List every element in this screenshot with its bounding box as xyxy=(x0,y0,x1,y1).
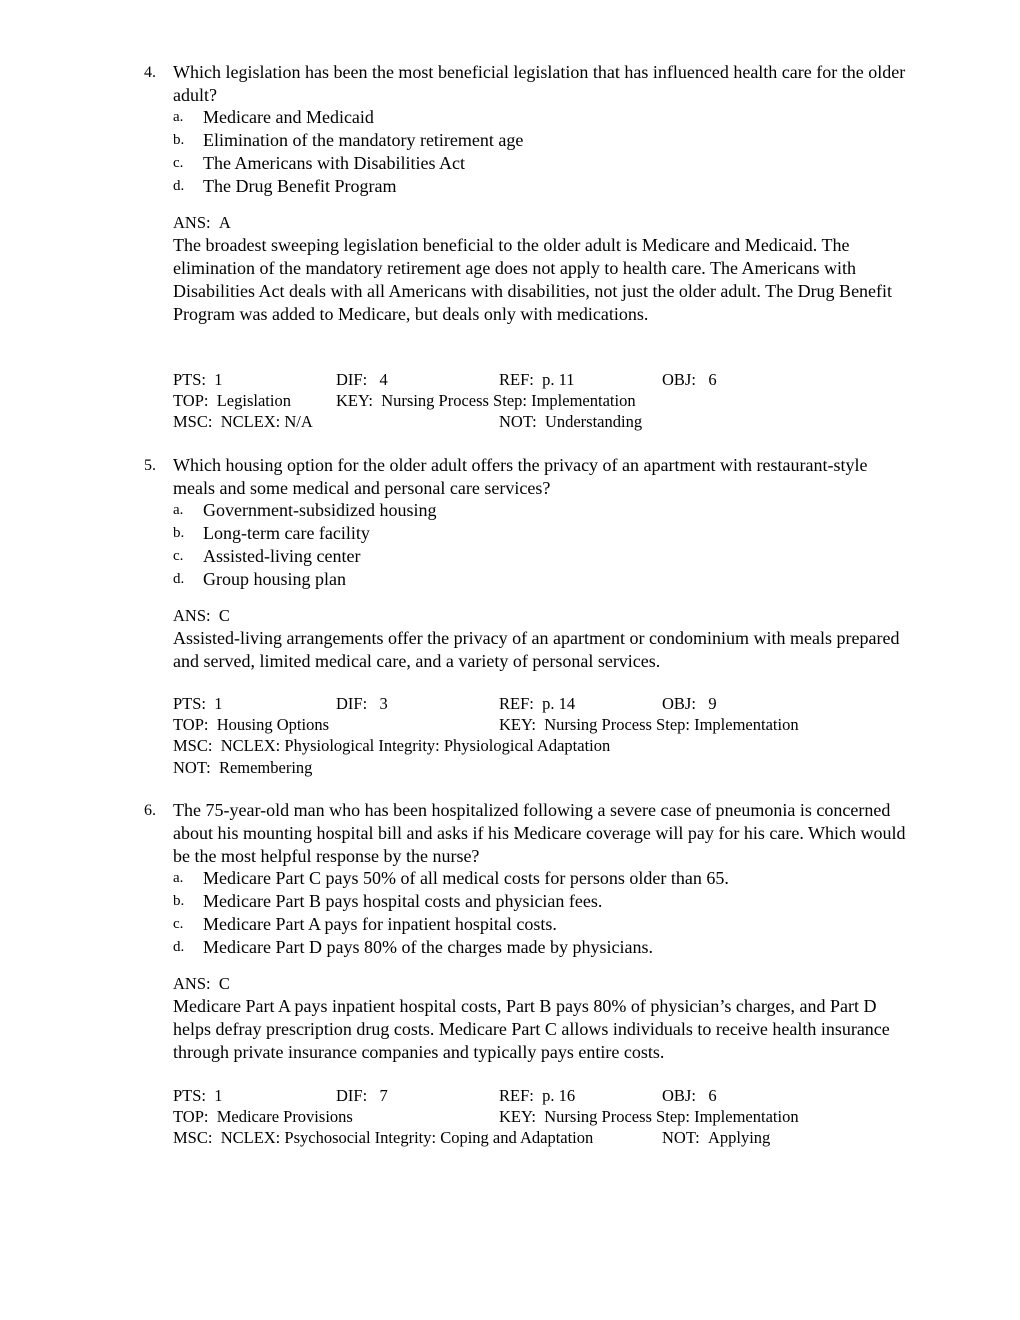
key-field xyxy=(336,390,636,411)
option-letter: a. xyxy=(173,870,184,886)
option-text: Government-subsidized housing xyxy=(203,500,437,520)
option-letter: a. xyxy=(173,109,184,125)
ref-field xyxy=(499,369,575,390)
meta-row-2 xyxy=(173,390,933,411)
option-letter: d. xyxy=(173,939,185,955)
option-d xyxy=(173,936,908,959)
answer-line xyxy=(173,606,230,626)
top-value: Medicare Provisions xyxy=(216,1107,353,1126)
ref-value: p. 14 xyxy=(542,694,576,713)
option-letter: c. xyxy=(173,155,184,171)
pts-value: 1 xyxy=(214,694,223,713)
msc-value: NCLEX: Psychosocial Integrity: Coping and Adaptation xyxy=(220,1128,594,1147)
not-label: NOT: xyxy=(662,1128,700,1147)
ref-field xyxy=(499,1085,575,1106)
option-d xyxy=(173,568,908,591)
key-field xyxy=(499,1106,799,1127)
top-field xyxy=(173,390,291,411)
meta-row-1 xyxy=(173,369,933,390)
top-value: Housing Options xyxy=(216,715,330,734)
obj-value: 6 xyxy=(708,1086,717,1105)
not-value: Understanding xyxy=(544,412,643,431)
option-a xyxy=(173,499,908,522)
not-field xyxy=(499,411,642,432)
obj-label: OBJ: xyxy=(662,1086,696,1105)
question-stem: Which legislation has been the most beneficial legislation that has influenced health care for the older adult? xyxy=(173,62,906,105)
option-text: Medicare Part D pays 80% of the charges made by physicians. xyxy=(203,937,654,957)
dif-label: DIF: xyxy=(336,694,368,713)
not-label: NOT: xyxy=(499,412,537,431)
option-c xyxy=(173,152,908,175)
obj-field xyxy=(662,369,717,390)
dif-label: DIF: xyxy=(336,1086,368,1105)
question-number: 5. xyxy=(144,457,156,474)
msc-label: MSC: xyxy=(173,736,213,755)
option-letter: c. xyxy=(173,916,184,932)
pts-value: 1 xyxy=(214,1086,223,1105)
dif-value: 4 xyxy=(379,370,388,389)
option-text: The Americans with Disabilities Act xyxy=(203,153,465,173)
pts-label: PTS: xyxy=(173,370,207,389)
meta-row-3 xyxy=(173,735,933,756)
pts-value: 1 xyxy=(214,370,223,389)
ref-label: REF: xyxy=(499,694,534,713)
option-c xyxy=(173,545,908,568)
key-value: Nursing Process Step: Implementation xyxy=(544,1107,799,1126)
key-value: Nursing Process Step: Implementation xyxy=(544,715,799,734)
question-stem: The 75-year-old man who has been hospitalized following a severe case of pneumonia is concerned about his mounting hospital bill and asks if his Medicare coverage will pay for his care. Which would be the most helpful response by the nurse? xyxy=(173,800,906,866)
answer-line xyxy=(173,974,230,994)
not-value: Applying xyxy=(707,1128,771,1147)
pts-field xyxy=(173,369,223,390)
msc-label: MSC: xyxy=(173,1128,213,1147)
answer-label: ANS: xyxy=(173,606,211,625)
pts-field xyxy=(173,1085,223,1106)
meta-row-3 xyxy=(173,411,933,432)
option-text: Medicare Part C pays 50% of all medical costs for persons older than 65. xyxy=(203,868,729,888)
key-label: KEY: xyxy=(336,391,373,410)
msc-field xyxy=(173,735,610,756)
ref-label: REF: xyxy=(499,370,534,389)
option-text: Group housing plan xyxy=(203,569,346,589)
top-label: TOP: xyxy=(173,391,209,410)
option-c xyxy=(173,913,908,936)
meta-row-1 xyxy=(173,1085,933,1106)
ref-label: REF: xyxy=(499,1086,534,1105)
option-text: Medicare Part B pays hospital costs and physician fees. xyxy=(203,891,603,911)
dif-field xyxy=(336,369,388,390)
obj-field xyxy=(662,693,717,714)
meta-row-3 xyxy=(173,1127,933,1148)
dif-field xyxy=(336,1085,388,1106)
key-label: KEY: xyxy=(499,715,536,734)
meta-row-1 xyxy=(173,693,933,714)
option-text: Assisted-living center xyxy=(203,546,361,566)
rationale: Assisted-living arrangements offer the privacy of an apartment or condominium with meals prepared and served, limited medical care, and a variety of personal services. xyxy=(173,628,900,671)
key-field xyxy=(499,714,799,735)
option-b xyxy=(173,522,908,545)
ref-value: p. 16 xyxy=(542,1086,576,1105)
not-field xyxy=(662,1127,770,1148)
question-stem: Which housing option for the older adult offers the privacy of an apartment with restaurant-style meals and some medical and personal care services? xyxy=(173,455,868,498)
top-label: TOP: xyxy=(173,1107,209,1126)
option-letter: b. xyxy=(173,525,185,541)
not-field xyxy=(173,757,312,778)
option-text: Elimination of the mandatory retirement age xyxy=(203,130,524,150)
option-text: Medicare Part A pays for inpatient hospital costs. xyxy=(203,914,557,934)
msc-label: MSC: xyxy=(173,412,213,431)
option-a xyxy=(173,106,908,129)
answer-value: C xyxy=(218,606,230,625)
meta-row-4 xyxy=(173,757,933,778)
option-a xyxy=(173,867,908,890)
option-b xyxy=(173,129,908,152)
obj-label: OBJ: xyxy=(662,370,696,389)
msc-field xyxy=(173,411,313,432)
key-value: Nursing Process Step: Implementation xyxy=(381,391,636,410)
meta-row-2 xyxy=(173,1106,933,1127)
obj-field xyxy=(662,1085,717,1106)
rationale: The broadest sweeping legislation beneficial to the older adult is Medicare and Medicaid. The elimination of the mandatory retirement age does not apply to health care. The Americans with Disabilities Act deals with all Americans with disabilities, not just the older adult. The Drug Benefit Program was added to Medicare, but deals only with medications. xyxy=(173,235,893,324)
answer-value: A xyxy=(218,213,231,232)
ref-value: p. 11 xyxy=(542,370,575,389)
not-label: NOT: xyxy=(173,758,211,777)
option-letter: d. xyxy=(173,571,185,587)
obj-value: 9 xyxy=(708,694,717,713)
not-value: Remembering xyxy=(218,758,313,777)
option-text: Medicare and Medicaid xyxy=(203,107,374,127)
question-number: 4. xyxy=(144,64,156,81)
dif-field xyxy=(336,693,388,714)
key-label: KEY: xyxy=(499,1107,536,1126)
top-field xyxy=(173,1106,353,1127)
pts-label: PTS: xyxy=(173,694,207,713)
top-value: Legislation xyxy=(216,391,291,410)
option-letter: b. xyxy=(173,132,185,148)
dif-value: 3 xyxy=(379,694,388,713)
dif-value: 7 xyxy=(379,1086,388,1105)
msc-value: NCLEX: Physiological Integrity: Physiological Adaptation xyxy=(220,736,611,755)
answer-line xyxy=(173,213,231,233)
option-letter: c. xyxy=(173,548,184,564)
pts-field xyxy=(173,693,223,714)
top-label: TOP: xyxy=(173,715,209,734)
obj-value: 6 xyxy=(708,370,717,389)
option-text: The Drug Benefit Program xyxy=(203,176,397,196)
dif-label: DIF: xyxy=(336,370,368,389)
option-letter: b. xyxy=(173,893,185,909)
pts-label: PTS: xyxy=(173,1086,207,1105)
option-letter: d. xyxy=(173,178,185,194)
obj-label: OBJ: xyxy=(662,694,696,713)
ref-field xyxy=(499,693,575,714)
top-field xyxy=(173,714,329,735)
option-letter: a. xyxy=(173,502,184,518)
rationale: Medicare Part A pays inpatient hospital costs, Part B pays 80% of physician’s charges, and Part D helps defray prescription drug costs. Medicare Part C allows individuals to receive health insurance through private insurance companies and typically pays entire costs. xyxy=(173,996,890,1062)
question-number: 6. xyxy=(144,802,156,819)
msc-value: NCLEX: N/A xyxy=(220,412,313,431)
msc-field xyxy=(173,1127,593,1148)
option-b xyxy=(173,890,908,913)
answer-label: ANS: xyxy=(173,213,211,232)
answer-label: ANS: xyxy=(173,974,211,993)
option-text: Long-term care facility xyxy=(203,523,370,543)
meta-row-2 xyxy=(173,714,933,735)
answer-value: C xyxy=(218,974,230,993)
option-d xyxy=(173,175,908,198)
